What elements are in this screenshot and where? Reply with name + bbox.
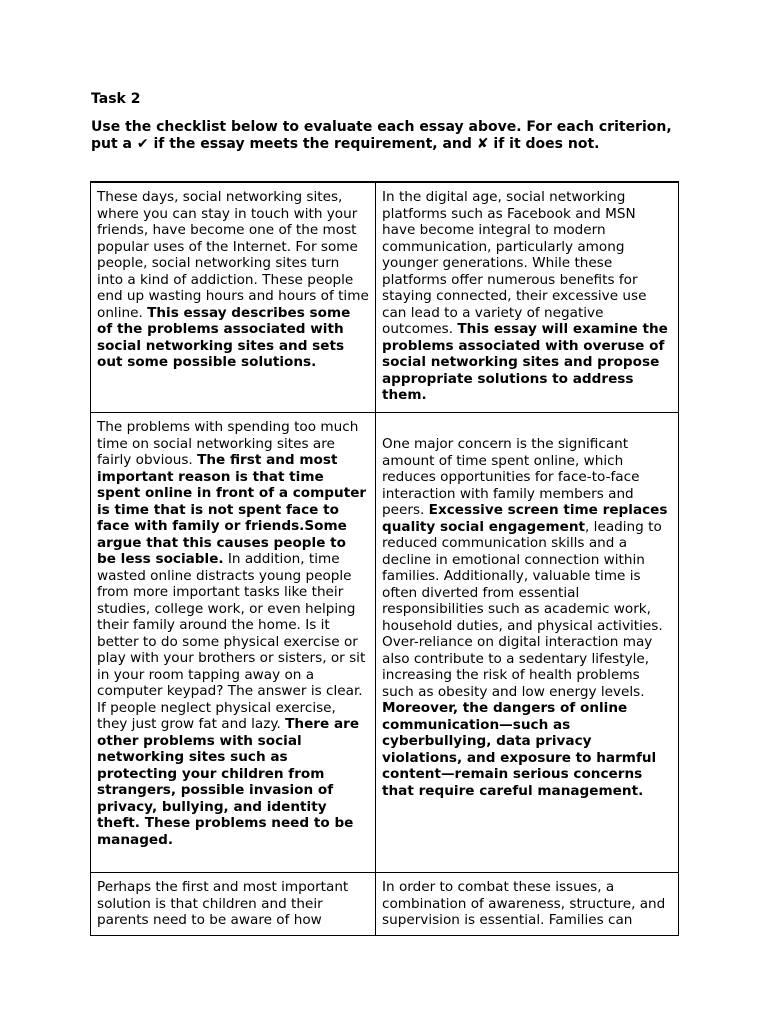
intro-original-thesis: This essay describes some of the problems associated with social networking sites and sets out some possible solutions.	[97, 304, 351, 370]
task-instructions: Use the checklist below to evaluate each essay above. For each criterion, put a ✔ if the essay meets the requirement, and ✘ if it does not.	[91, 119, 672, 152]
solution-original-cell: Perhaps the first and most important solution is that children and their parents need to be aware of how	[91, 873, 376, 936]
table-row	[91, 873, 679, 936]
body-revised-bold-1: Excessive screen time replaces quality social engagement	[382, 502, 668, 535]
table-row	[91, 413, 679, 873]
body-revised-text-2: , leading to reduced communication skills and a decline in emotional connection within families. Additionally, valuable time is often diverted from essential responsibilities such as academic work, household duties, and physical activities. Over-reliance on digital interaction may also contribute to a sedentary lifestyle, increasing the risk of health problems such as obesity and low energy levels.	[382, 518, 663, 700]
body-revised-text-1: One major concern is the significant amount of time spent online, which reduces opportunities for face-to-face interaction with family members and peers.	[382, 436, 640, 518]
intro-revised-cell	[376, 182, 679, 413]
body-original-text-1: The problems with spending too much time on social networking sites are fairly obvious.	[97, 419, 359, 468]
body-original-cell	[91, 413, 376, 873]
intro-original-text: These days, social networking sites, where you can stay in touch with your friends, have become one of the most popular uses of the Internet. For some people, social networking sites turn into a kind of addiction. These people end up wasting hours and hours of time online.	[97, 189, 369, 321]
table-row	[91, 182, 679, 413]
body-original-text-2: In addition, time wasted online distracts young people from more important tasks like their studies, college work, or even helping their family around the home. Is it better to do some physical exercise or play with your brothers or sisters, or sit in your room tapping away on a computer keypad? The answer is clear. If people neglect physical exercise, they just grow fat and lazy.	[97, 551, 366, 732]
essay-comparison-table	[90, 181, 679, 936]
intro-revised-thesis: This essay will examine the problems associated with overuse of social networking sites and propose appropriate solutions to address them.	[382, 321, 668, 403]
solution-revised-cell: In order to combat these issues, a combination of awareness, structure, and supervision is essential. Families can	[376, 873, 679, 936]
body-original-bold-1: The first and most important reason is that time spent online in front of a computer is time that is not spent face to face with family or friends.Some argue that this causes people to be less sociable.	[97, 452, 367, 567]
task-title: Task 2	[91, 91, 141, 107]
body-revised-cell	[376, 413, 679, 873]
body-original-bold-2: There are other problems with social networking sites such as protecting your children from strangers, possible invasion of privacy, bullying, and identity theft. These problems need to be managed.	[97, 716, 360, 848]
intro-revised-text: In the digital age, social networking platforms such as Facebook and MSN have become integral to modern communication, particularly among younger generations. While these platforms offer numerous benefits for staying connected, their excessive use can lead to a variety of negative outcomes.	[382, 189, 647, 337]
body-revised-bold-2: Moreover, the dangers of online communication—such as cyberbullying, data privacy violations, and exposure to harmful content—remain serious concerns that require careful management.	[382, 700, 657, 799]
intro-original-cell	[91, 182, 376, 413]
